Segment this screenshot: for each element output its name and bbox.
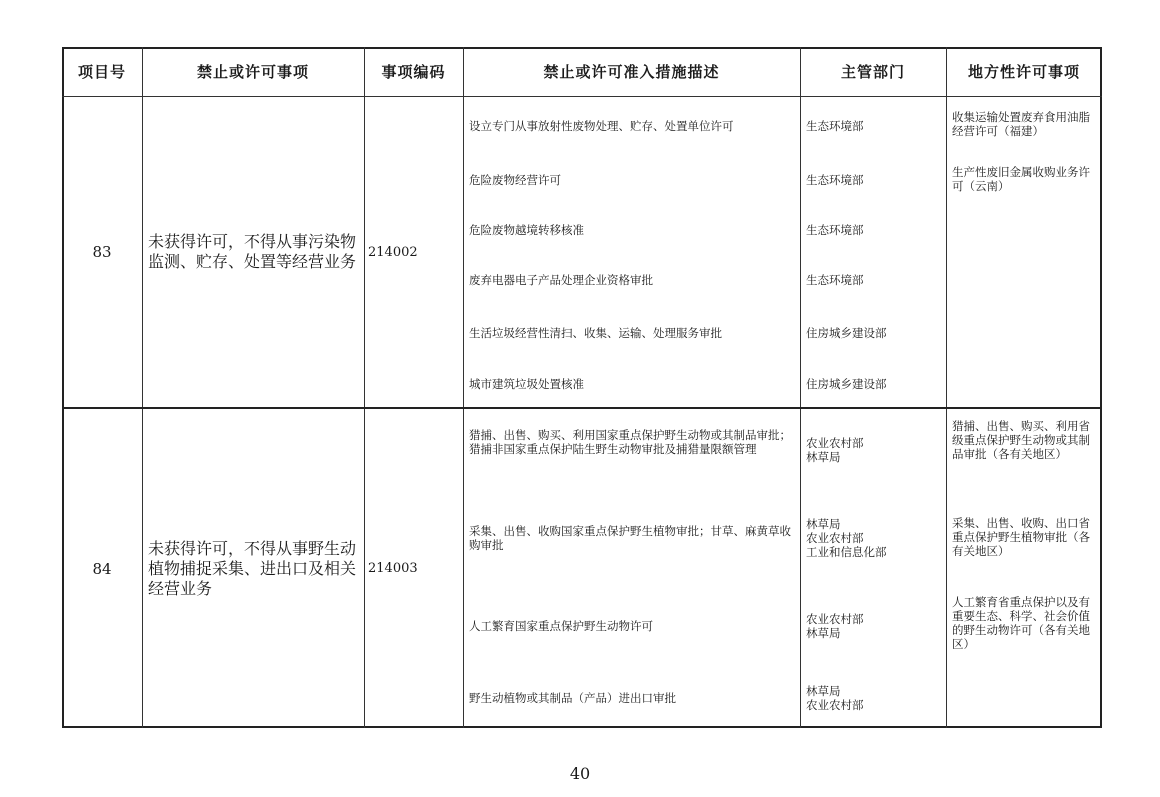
measure-department: 生态环境部 <box>806 273 864 287</box>
header-local-permit: 地方性许可事项 <box>967 63 1080 81</box>
measure-department: 生态环境部 <box>806 173 864 187</box>
item-text: 未获得许可，不得从事污染物监测、贮存、处置等经营业务 <box>148 232 357 271</box>
measure-department: 住房城乡建设部 <box>806 326 887 340</box>
table-row-item <box>142 409 364 728</box>
measure-description: 危险废物经营许可 <box>469 173 561 187</box>
header-item: 禁止或许可事项 <box>196 63 309 81</box>
table-row-item <box>142 97 364 407</box>
local-permit: 人工繁育省重点保护以及有重要生态、科学、社会价值的野生动物许可（各有关地区） <box>952 595 1090 651</box>
measure-description: 危险废物越境转移核准 <box>469 223 584 237</box>
local-permit: 采集、出售、收购、出口省重点保护野生植物审批（各有关地区） <box>952 516 1090 558</box>
measure-description: 采集、出售、收购国家重点保护野生植物审批；甘草、麻黄草收购审批 <box>469 524 791 552</box>
measure-description: 野生动植物或其制品（产品）进出口审批 <box>469 691 676 705</box>
local-permit: 猎捕、出售、购买、利用省级重点保护野生动物或其制品审批（各有关地区） <box>952 419 1090 461</box>
measure-department: 住房城乡建设部 <box>806 377 887 391</box>
measure-description: 城市建筑垃圾处置核准 <box>469 377 584 391</box>
header-item-code: 事项编码 <box>381 63 446 81</box>
measure-department: 林草局 农业农村部 工业和信息化部 <box>806 517 887 559</box>
measure-department: 生态环境部 <box>806 119 864 133</box>
header-item-number: 项目号 <box>77 63 126 81</box>
table-row-code: 214003 <box>368 561 418 576</box>
measure-description: 废弃电器电子产品处理企业资格审批 <box>469 273 653 287</box>
page-number: 40 <box>569 764 591 783</box>
local-permit: 收集运输处置废弃食用油脂经营许可（福建） <box>952 110 1090 138</box>
table-row-number: 84 <box>92 559 112 578</box>
measure-description: 生活垃圾经营性清扫、收集、运输、处理服务审批 <box>469 326 722 340</box>
measure-department: 农业农村部 林草局 <box>806 436 864 464</box>
table-row-code: 214002 <box>368 244 418 260</box>
measure-department: 林草局 农业农村部 <box>806 684 864 712</box>
item-text: 未获得许可，不得从事野生动植物捕捉采集、进出口及相关经营业务 <box>148 538 357 598</box>
table-row-number: 83 <box>92 243 112 261</box>
measure-description: 猎捕、出售、购买、利用国家重点保护野生动物或其制品审批；猎捕非国家重点保护陆生野生动物审批及捕猎量限额管理 <box>469 428 791 456</box>
measure-description: 人工繁育国家重点保护野生动物许可 <box>469 619 653 633</box>
measure-description: 设立专门从事放射性废物处理、贮存、处置单位许可 <box>469 119 734 133</box>
measure-department: 生态环境部 <box>806 223 864 237</box>
header-department: 主管部门 <box>840 63 905 81</box>
header-measure-description: 禁止或许可准入措施描述 <box>543 63 720 81</box>
local-permit: 生产性废旧金属收购业务许可（云南） <box>952 165 1090 193</box>
measure-department: 农业农村部 林草局 <box>806 612 864 640</box>
